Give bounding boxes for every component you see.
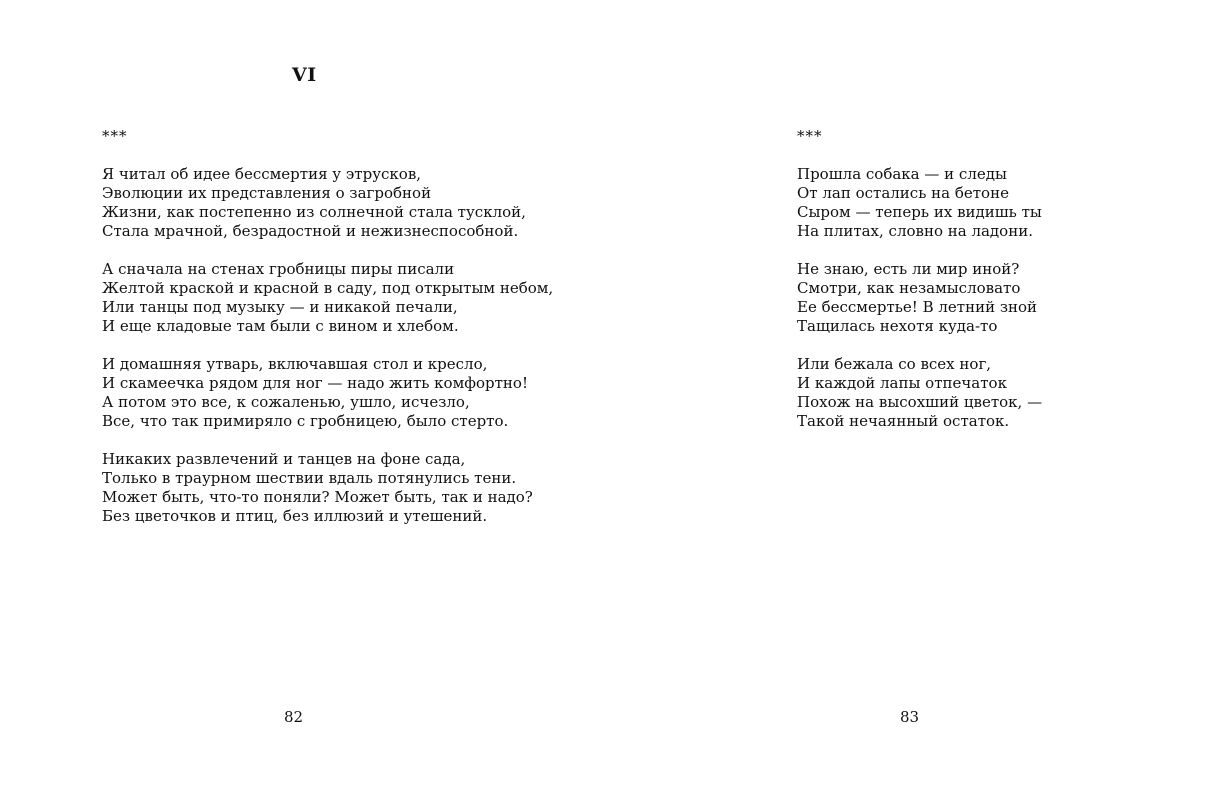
poem-line: Жизни, как постепенно из солнечной стала тусклой, <box>102 203 526 221</box>
poem-line: Или танцы под музыку — и никакой печали, <box>102 298 458 316</box>
poem-line: Только в траурном шествии вдаль потянулись тени. <box>102 469 517 487</box>
poem-line: Эволюции их представления о загробной <box>102 184 432 202</box>
poem-line: И еще кладовые там были с вином и хлебом. <box>102 317 459 335</box>
asterisk-separator: *** <box>102 127 128 145</box>
poem-line: А сначала на стенах гробницы пиры писали <box>102 260 455 278</box>
poem-line: Прошла собака — и следы <box>797 165 1007 183</box>
poem-line: Или бежала со всех ног, <box>797 355 992 373</box>
poem-line: Никаких развлечений и танцев на фоне сада, <box>102 450 466 468</box>
poem-line: Не знаю, есть ли мир иной? <box>797 260 1020 278</box>
stanza <box>102 450 553 526</box>
stanza <box>102 165 553 241</box>
poem-line: Желтой краской и красной в саду, под открытым небом, <box>102 279 554 297</box>
poem-line: Ее бессмертье! В летний зной <box>797 298 1038 316</box>
right-page <box>606 0 1212 800</box>
poem-line: Я читал об идее бессмертия у этрусков, <box>102 165 422 183</box>
poem-line: Тащилась нехотя куда-то <box>797 317 998 335</box>
poem-line: Стала мрачной, безрадостной и нежизнеспособной. <box>102 222 519 240</box>
page-number: 82 <box>284 708 304 726</box>
poem-line: От лап остались на бетоне <box>797 184 1009 202</box>
poem-line: А потом это все, к сожаленью, ушло, исчезло, <box>102 393 470 411</box>
stanza <box>102 260 553 336</box>
page-number: 83 <box>900 708 920 726</box>
poem-line: И скамеечка рядом для ног — надо жить комфортно! <box>102 374 528 392</box>
poem-line: Сыром — теперь их видишь ты <box>797 203 1042 221</box>
asterisk-separator: *** <box>797 127 823 145</box>
poem-line: Смотри, как незамысловато <box>797 279 1021 297</box>
stanza <box>102 355 553 431</box>
poem-left <box>102 127 553 545</box>
poem-line: Такой нечаянный остаток. <box>797 412 1010 430</box>
poem-line: Может быть, что-то поняли? Может быть, так и надо? <box>102 488 533 506</box>
stanza <box>797 260 1042 336</box>
stanza <box>797 165 1042 241</box>
poem-line: И домашняя утварь, включавшая стол и кресло, <box>102 355 488 373</box>
poem-line: И каждой лапы отпечаток <box>797 374 1007 392</box>
poem-line: Без цветочков и птиц, без иллюзий и утешений. <box>102 507 488 525</box>
poem-right <box>797 127 1042 450</box>
section-title: VI <box>292 64 317 86</box>
poem-line: Похож на высохший цветок, — <box>797 393 1043 411</box>
stanza <box>797 355 1042 431</box>
poem-line: Все, что так примиряло с гробницею, было стерто. <box>102 412 509 430</box>
poem-line: На плитах, словно на ладони. <box>797 222 1033 240</box>
